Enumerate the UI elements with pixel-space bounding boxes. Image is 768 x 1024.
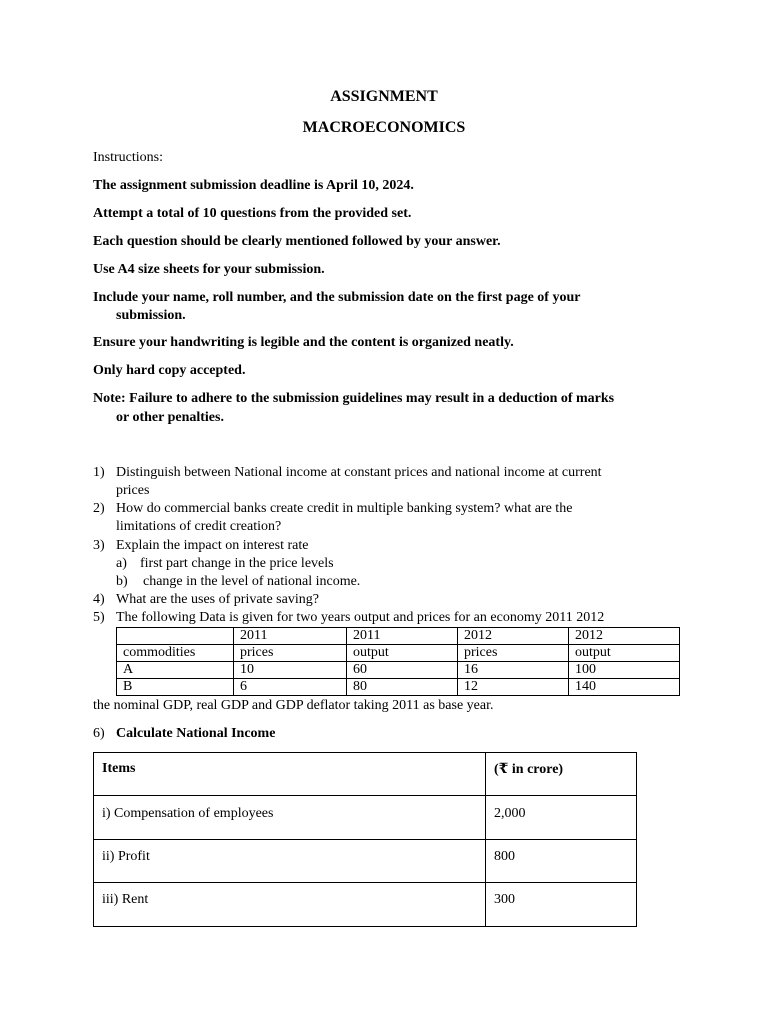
instruction-handwriting: Ensure your handwriting is legible and the content is organized neatly. bbox=[93, 335, 514, 350]
table-cell: 140 bbox=[569, 679, 680, 696]
table-row bbox=[117, 645, 680, 662]
instruction-deadline: The assignment submission deadline is April 10, 2024. bbox=[93, 178, 414, 193]
table-cell: i) Compensation of employees bbox=[94, 796, 486, 840]
question-number: 5) bbox=[93, 610, 105, 625]
instruction-attempt: Attempt a total of 10 questions from the provided set. bbox=[93, 206, 412, 221]
subpart-label: a) bbox=[116, 556, 127, 571]
table-cell: iii) Rent bbox=[94, 883, 486, 927]
table-cell: commodities bbox=[117, 645, 234, 662]
subpart-text: first part change in the price levels bbox=[140, 556, 334, 571]
table-cell: ii) Profit bbox=[94, 840, 486, 883]
table-cell: 2012 bbox=[569, 628, 680, 645]
table-cell: A bbox=[117, 662, 234, 679]
table-cell bbox=[117, 628, 234, 645]
instruction-name-line1: Include your name, roll number, and the submission date on the first page of your bbox=[93, 290, 581, 305]
table-cell: 2011 bbox=[347, 628, 458, 645]
question-text: limitations of credit creation? bbox=[116, 519, 282, 534]
instruction-mention: Each question should be clearly mentioned followed by your answer. bbox=[93, 234, 501, 249]
table-cell: output bbox=[347, 645, 458, 662]
subpart-label: b) bbox=[116, 574, 128, 589]
national-income-table bbox=[93, 752, 637, 927]
page-heading: ASSIGNMENT bbox=[330, 88, 438, 105]
table-cell: 80 bbox=[347, 679, 458, 696]
table-cell: 2,000 bbox=[486, 796, 637, 840]
table-row bbox=[117, 662, 680, 679]
instructions-label: Instructions: bbox=[93, 150, 163, 165]
question-number: 4) bbox=[93, 592, 105, 607]
instruction-name-line2: submission. bbox=[116, 308, 186, 323]
table-cell: 800 bbox=[486, 840, 637, 883]
table-cell: 100 bbox=[569, 662, 680, 679]
table-row bbox=[117, 628, 680, 645]
gdp-data-table bbox=[116, 627, 680, 696]
table-row bbox=[117, 679, 680, 696]
subpart-text: change in the level of national income. bbox=[143, 574, 361, 589]
table-cell: prices bbox=[234, 645, 347, 662]
question-number: 3) bbox=[93, 538, 105, 553]
table-cell: B bbox=[117, 679, 234, 696]
question-text: Distinguish between National income at constant prices and national income at current bbox=[116, 465, 602, 480]
question-number: 6) bbox=[93, 726, 105, 741]
table-header-row bbox=[94, 753, 637, 796]
instruction-hardcopy: Only hard copy accepted. bbox=[93, 363, 246, 378]
table-cell: 300 bbox=[486, 883, 637, 927]
question-text: Explain the impact on interest rate bbox=[116, 538, 309, 553]
instruction-note-line2: or other penalties. bbox=[116, 410, 224, 425]
table-cell: 10 bbox=[234, 662, 347, 679]
table-row bbox=[94, 883, 637, 927]
table-cell: 2011 bbox=[234, 628, 347, 645]
question-5-followup: the nominal GDP, real GDP and GDP deflator taking 2011 as base year. bbox=[93, 698, 494, 713]
table-cell: output bbox=[569, 645, 680, 662]
table-cell: 12 bbox=[458, 679, 569, 696]
question-number: 1) bbox=[93, 465, 105, 480]
question-text: prices bbox=[116, 483, 150, 498]
table-cell: 2012 bbox=[458, 628, 569, 645]
table-header-cell: Items bbox=[94, 753, 486, 796]
question-text: The following Data is given for two years output and prices for an economy 2011 2012 bbox=[116, 610, 605, 625]
question-title: Calculate National Income bbox=[116, 726, 276, 741]
question-text: How do commercial banks create credit in multiple banking system? what are the bbox=[116, 501, 573, 516]
question-number: 2) bbox=[93, 501, 105, 516]
table-cell: 60 bbox=[347, 662, 458, 679]
instruction-a4: Use A4 size sheets for your submission. bbox=[93, 262, 325, 277]
table-header-cell: (₹ in crore) bbox=[486, 753, 637, 796]
table-cell: 6 bbox=[234, 679, 347, 696]
table-row bbox=[94, 840, 637, 883]
table-row bbox=[94, 796, 637, 840]
instruction-note-line1: Note: Failure to adhere to the submission guidelines may result in a deduction of marks bbox=[93, 391, 615, 406]
page-subject: MACROECONOMICS bbox=[302, 119, 466, 136]
table-cell: prices bbox=[458, 645, 569, 662]
table-cell: 16 bbox=[458, 662, 569, 679]
question-text: What are the uses of private saving? bbox=[116, 592, 319, 607]
